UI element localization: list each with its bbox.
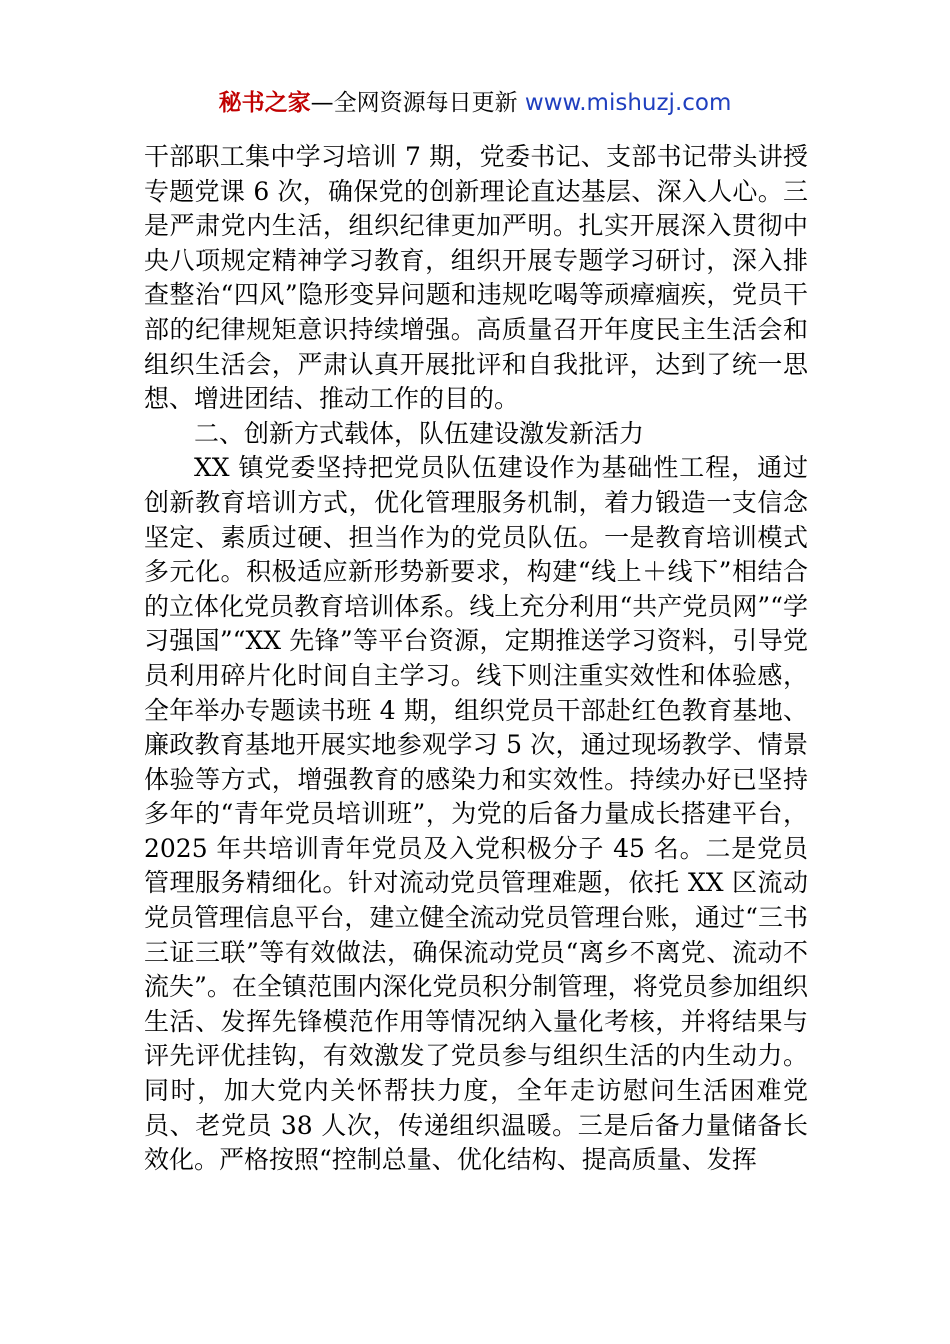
paragraph-body: XX 镇党委坚持把党员队伍建设作为基础性工程，通过创新教育培训方式，优化管理服务机制，着力锻造一支信念坚定、素质过硬、担当作为的党员队伍。一是教育培训模式多元化。积极适应新形势新要求，构建“线上＋线下”相结合的立体化党员教育培训体系。线上充分利用“共产党员网”“学习强国”“XX 先锋”等平台资源，定期推送学习资料，引导党员利用碎片化时间自主学习。线下则注重实效性和体验感，全年举办专题读书班 4 期，组织党员干部赴红色教育基地、廉政教育基地开展实地参观学习 5 次，通过现场教学、情景体验等方式，增强教育的感染力和实效性。持续办好已坚持多年的“青年党员培训班”，为党的后备力量成长搭建平台，2025 年共培训青年党员及入党积极分子 45 名。二是党员管理服务精细化。针对流动党员管理难题，依托 XX 区流动党员管理信息平台，建立健全流动党员管理台账，通过“三书三证三联”等有效做法，确保流动党员“离乡不离党、流动不流失”。在全镇范围内深化党员积分制管理，将党员参加组织生活、发挥先锋模范作用等情况纳入量化考核，并将结果与评先评优挂钩，有效激发了党员参与组织生活的内生动力。同时，加大党内关怀帮扶力度，全年走访慰问生活困难党员、老党员 38 人次，传递组织温暖。三是后备力量储备长效化。严格按照“控制总量、优化结构、提高质量、发挥 bbox=[144, 453, 808, 1175]
section-heading: 二、创新方式载体，队伍建设激发新活力 bbox=[194, 418, 645, 448]
header-brand: 秘书之家 bbox=[218, 90, 311, 116]
document-body bbox=[144, 140, 808, 1178]
page-header bbox=[0, 86, 950, 120]
header-site-url[interactable]: www.mishuzj.com bbox=[524, 90, 732, 116]
paragraph-continuation: 干部职工集中学习培训 7 期，党委书记、支部书记带头讲授专题党课 6 次，确保党的创新理论直达基层、深入人心。三是严肃党内生活，组织纪律更加严明。扎实开展深入贯彻中央八项规定精神学习教育，组织开展专题学习研讨，深入排查整治“四风”隐形变异问题和违规吃喝等顽瘴痼疾，党员干部的纪律规矩意识持续增强。高质量召开年度民主生活会和组织生活会，严肃认真开展批评和自我批评，达到了统一思想、增进团结、推动工作的目的。 bbox=[144, 142, 808, 414]
header-tagline: —全网资源每日更新 bbox=[310, 90, 525, 116]
